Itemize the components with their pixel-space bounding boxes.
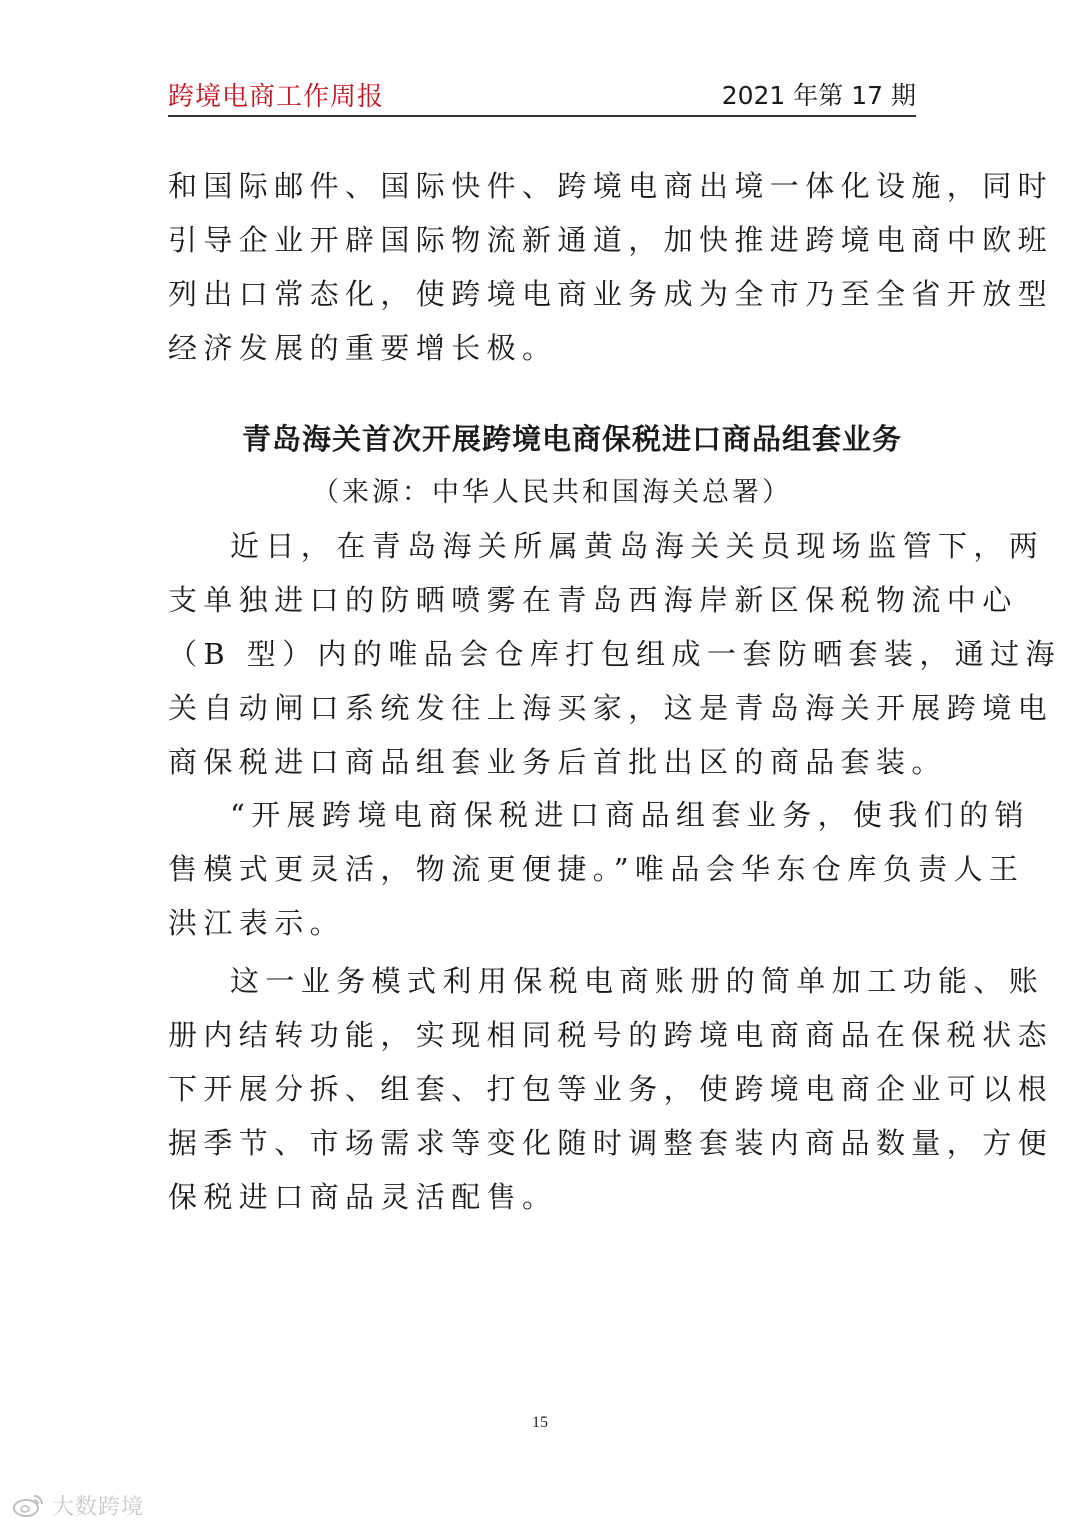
text-line: 列出口常态化，使跨境电商业务成为全市乃至全省开放型: [168, 277, 1054, 311]
article-paragraph-1: [168, 519, 1061, 789]
text-line: （B 型）内的唯品会仓库打包组成一套防晒套装，通过海: [168, 637, 1061, 671]
report-title: 跨境电商工作周报: [168, 82, 385, 112]
article-source: （来源：中华人民共和国海关总署）: [312, 477, 792, 508]
page-number: 15: [532, 1414, 548, 1431]
watermark: [12, 1490, 144, 1520]
header-divider: [168, 115, 916, 117]
text-line: 洪江表示。: [168, 906, 346, 940]
issue-number: 2021 年第 17 期: [721, 81, 916, 110]
text-line: 经济发展的重要增长极。: [168, 331, 558, 365]
text-line: “开展跨境电商保税进口商品组套业务，使我们的销: [230, 798, 1031, 832]
text-line: 售模式更灵活，物流更便捷。”唯品会华东仓库负责人王: [168, 852, 1025, 886]
article-title: 青岛海关首次开展跨境电商保税进口商品组套业务: [241, 422, 902, 456]
text-line: 和国际邮件、国际快件、跨境电商出境一体化设施，同时: [168, 169, 1054, 203]
text-line: 近日，在青岛海关所属黄岛海关关员现场监管下，两: [230, 529, 1045, 563]
text-line: 册内结转功能，实现相同税号的跨境电商商品在保税状态: [168, 1018, 1054, 1052]
text-line: 下开展分拆、组套、打包等业务，使跨境电商企业可以根: [168, 1072, 1054, 1106]
text-line: 这一业务模式利用保税电商账册的简单加工功能、账: [230, 964, 1045, 998]
text-line: 保税进口商品灵活配售。: [168, 1180, 558, 1214]
weibo-logo-icon: [12, 1492, 46, 1518]
text-line: 引导企业开辟国际物流新通道，加快推进跨境电商中欧班: [168, 223, 1054, 257]
report-header: [168, 70, 916, 118]
article-paragraph-2: [168, 788, 1031, 950]
intro-paragraph: [168, 159, 1054, 375]
text-line: 支单独进口的防晒喷雾在青岛西海岸新区保税物流中心: [168, 583, 1018, 617]
text-line: 关自动闸口系统发往上海买家，这是青岛海关开展跨境电: [168, 691, 1054, 725]
text-line: 商保税进口商品组套业务后首批出区的商品套装。: [168, 745, 947, 779]
article-paragraph-3: [168, 954, 1054, 1224]
text-line: 据季节、市场需求等变化随时调整套装内商品数量，方便: [168, 1126, 1054, 1160]
watermark-text: 大数跨境: [52, 1494, 145, 1520]
